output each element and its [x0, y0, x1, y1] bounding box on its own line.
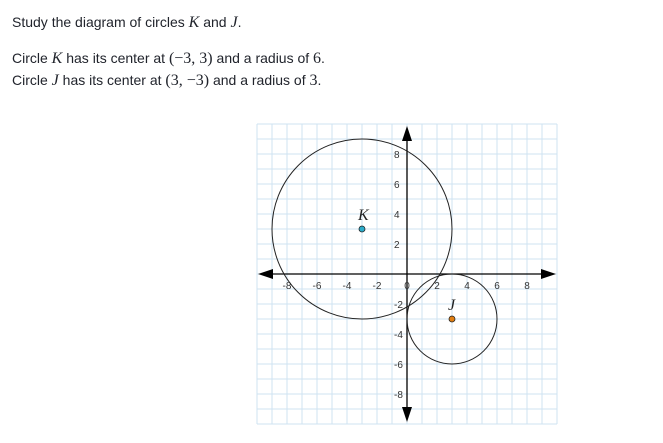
center-label-j: J: [448, 297, 456, 314]
j-name: J: [51, 72, 59, 89]
j-radius-value: 3: [309, 72, 318, 89]
circle-j-description: [12, 71, 321, 90]
circle-j-name: J: [230, 14, 238, 31]
y-tick-label: 6: [394, 180, 400, 191]
y-tick-label: 8: [394, 150, 400, 161]
k-period: .: [321, 50, 325, 66]
y-tick-label: 4: [394, 210, 400, 221]
intro-text: [12, 13, 241, 32]
y-tick-label: 2: [394, 240, 400, 251]
x-axis-arrow-left: [258, 269, 273, 279]
axes: [258, 126, 556, 422]
circle-k-name: K: [188, 14, 200, 31]
center-point-k: [359, 226, 365, 232]
j-radius-text: and a radius of: [209, 72, 310, 88]
x-tick-label: 4: [464, 281, 470, 292]
j-period: .: [317, 72, 322, 88]
circles: [272, 139, 497, 364]
k-center-text: has its center at: [62, 50, 169, 66]
x-tick-label: -8: [282, 281, 292, 292]
coordinate-graph: [256, 123, 558, 425]
k-center-value: (−3, 3): [168, 50, 213, 67]
j-center-value: (3, −3): [165, 72, 210, 89]
y-tick-label: -2: [394, 300, 403, 311]
x-tick-label: 6: [494, 281, 500, 292]
y-tick-label: -4: [394, 330, 403, 341]
x-tick-label: 8: [524, 281, 530, 292]
x-tick-label: -2: [372, 281, 382, 292]
y-tick-label: -6: [394, 360, 403, 371]
x-axis-arrow-right: [541, 269, 556, 279]
j-center-text: has its center at: [58, 72, 166, 88]
x-tick-label: 2: [434, 281, 440, 292]
j-prefix: Circle: [12, 72, 52, 88]
k-radius-value: 6: [313, 50, 322, 67]
y-axis-arrow-down: [402, 407, 412, 422]
y-tick-label: -8: [394, 390, 403, 401]
intro-text-start: Study the diagram of circles: [12, 14, 189, 30]
k-prefix: Circle: [12, 50, 52, 66]
center-point-j: [449, 316, 455, 322]
x-tick-label: -6: [312, 281, 322, 292]
k-name: K: [51, 50, 63, 67]
intro-period: .: [237, 14, 242, 30]
x-tick-label: 0: [404, 281, 410, 292]
x-tick-label: -4: [342, 281, 352, 292]
center-label-k: K: [358, 207, 369, 224]
circle-k-description: [12, 49, 325, 68]
k-radius-text: and a radius of: [212, 50, 314, 66]
intro-and: and: [199, 14, 231, 30]
y-axis-arrow-up: [402, 126, 412, 141]
